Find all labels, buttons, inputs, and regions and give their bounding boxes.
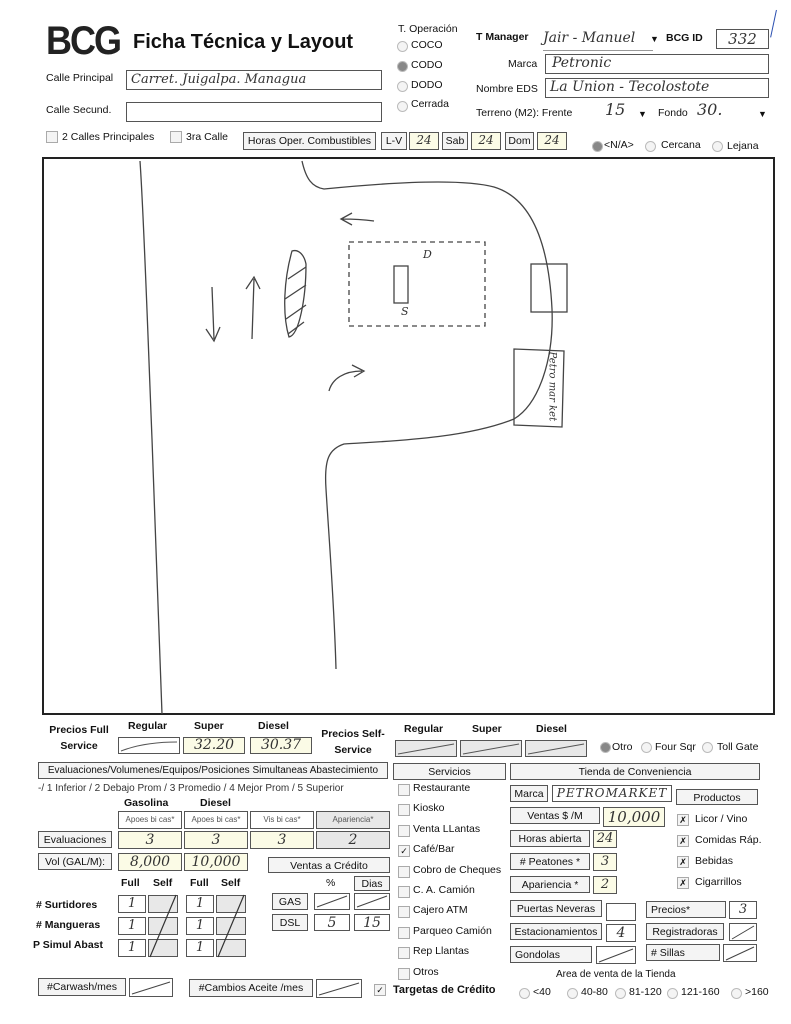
ventas-credito-label: Ventas a Crédito (268, 857, 390, 873)
sillas-field[interactable] (723, 944, 757, 962)
producto-checkbox[interactable]: ✗ (677, 877, 689, 889)
full-diesel-field[interactable]: 30.37 (250, 737, 312, 754)
servicio-checkbox[interactable] (398, 947, 410, 959)
diesel-header: Diesel (258, 720, 289, 732)
sab-field[interactable]: 24 (471, 132, 501, 150)
toll-gate-radio[interactable] (702, 742, 713, 753)
marca-field[interactable]: Petronic (545, 54, 769, 74)
super-header: Super (194, 720, 224, 732)
producto-label: Comidas Ráp. (695, 834, 762, 846)
terreno-label: Terreno (M2): Frente (476, 107, 573, 119)
dsl-dias-field[interactable]: 15 (354, 914, 390, 931)
eval-value-4[interactable]: 2 (316, 831, 390, 849)
road-edge (140, 161, 162, 714)
calle-secund-field[interactable] (126, 102, 382, 122)
arrow-curved (329, 365, 364, 391)
four-sqr-label: Four Sqr (655, 741, 696, 753)
eval-hint-1: Apoes bi cas* (118, 811, 182, 829)
operacion-option-codo: CODO (411, 59, 443, 71)
bcg-logo: BCG (46, 17, 120, 63)
self-super-field[interactable] (460, 740, 522, 757)
operacion-radio-cerrada[interactable] (397, 101, 408, 112)
canopy-outline (349, 242, 485, 326)
precios-tienda-field[interactable]: 3 (729, 901, 757, 919)
petromarket-sketch-label: Petro mar ket (546, 351, 558, 422)
dias-header: Dias (354, 876, 390, 891)
eval-value-1[interactable]: 3 (118, 831, 182, 849)
precios-tienda-label: Precios* (646, 901, 726, 918)
servicio-checkbox[interactable] (398, 968, 410, 980)
mangueras-full-dsl[interactable]: 1 (186, 917, 214, 935)
servicio-label: C. A. Camión (413, 884, 475, 896)
carwash-field[interactable] (129, 978, 173, 997)
area-option-label: 40-80 (581, 986, 608, 998)
full-header-dsl: Full (190, 877, 209, 889)
servicios-header: Servicios (393, 763, 506, 780)
pen-mark (770, 10, 780, 38)
tarjetas-checkbox[interactable]: ✓ (374, 984, 386, 996)
operacion-option-dodo: DODO (411, 79, 443, 91)
servicio-checkbox[interactable] (398, 866, 410, 878)
area-option-label: 81-120 (629, 986, 662, 998)
area-option-label: >160 (745, 986, 769, 998)
estacionamientos-field[interactable]: 4 (606, 924, 636, 942)
four-sqr-radio[interactable] (641, 742, 652, 753)
pump-island-hatched (285, 251, 306, 337)
toll-gate-label: Toll Gate (717, 741, 759, 753)
full-regular-field[interactable] (118, 737, 180, 754)
otro-radio[interactable] (600, 742, 611, 753)
producto-checkbox[interactable]: ✗ (677, 856, 689, 868)
building-right (531, 264, 567, 312)
servicio-label: Cobro de Cheques (413, 863, 502, 876)
producto-label: Bebidas (695, 855, 733, 867)
nombre-eds-field[interactable]: La Union - Tecolostote (545, 78, 769, 98)
puertas-neveras-label: Puertas Neveras (510, 900, 602, 917)
horas-abierta-field[interactable]: 24 (593, 830, 617, 848)
gasolina-header: Gasolina (124, 797, 169, 809)
arrow-left (341, 213, 374, 225)
area-option-radio[interactable] (731, 988, 742, 999)
servicio-checkbox[interactable] (398, 825, 410, 837)
fondo-field[interactable]: 30. (697, 100, 723, 119)
dispenser-island (394, 266, 408, 303)
dom-label: Dom (505, 132, 534, 150)
tienda-marca-field[interactable]: PETROMARKET (552, 785, 672, 802)
surtidores-full-gas[interactable]: 1 (118, 895, 146, 913)
eval-hint-2: Apoes bi cas* (184, 811, 248, 829)
horas-abierta-label: Horas abierta (510, 830, 590, 847)
servicio-checkbox[interactable] (398, 927, 410, 939)
proximity-radio-cercana[interactable] (645, 141, 656, 152)
chevron-down-icon[interactable]: ▼ (758, 109, 767, 119)
page-title: Ficha Técnica y Layout (133, 31, 354, 53)
tercera-calle-checkbox[interactable] (170, 131, 182, 143)
operacion-radio-codo[interactable] (397, 61, 408, 72)
vol-label: Vol (GAL/M): (38, 853, 112, 870)
frente-field[interactable]: 15 (605, 100, 626, 119)
peatones-field[interactable]: 3 (593, 853, 617, 871)
operacion-radio-coco[interactable] (397, 41, 408, 52)
evaluaciones-header: Evaluaciones/Volumenes/Equipos/Posiciones Simultaneas Abastecimiento (38, 762, 388, 779)
servicio-label: Venta LLantas (413, 822, 481, 835)
area-option-radio[interactable] (567, 988, 578, 999)
dos-calles-checkbox[interactable] (46, 131, 58, 143)
area-option-label: <40 (533, 986, 551, 998)
simul-label: P Simul Abast (33, 939, 104, 951)
producto-checkbox[interactable]: ✗ (677, 814, 689, 826)
self-header-gas: Self (153, 877, 173, 889)
productos-label: Productos (676, 789, 758, 805)
layout-sketch-area[interactable] (42, 157, 775, 715)
registradoras-field[interactable] (729, 923, 757, 941)
gondolas-label: Gondolas (510, 946, 592, 963)
full-super-field[interactable]: 32.20 (183, 737, 245, 754)
servicio-label: Café/Bar (413, 843, 455, 856)
producto-checkbox[interactable]: ✗ (677, 835, 689, 847)
precios-self-service-label: Precios Self-Service (321, 728, 385, 756)
eval-hint-4: Apariencia* (316, 811, 390, 829)
puertas-neveras-field[interactable] (606, 903, 636, 921)
self-regular-field[interactable] (395, 740, 457, 757)
producto-label: Cigarrillos (695, 876, 742, 888)
peatones-label: # Peatones * (510, 853, 590, 870)
ventas-label: Ventas $ /M (510, 807, 600, 824)
calle-secund-label: Calle Secund. (46, 104, 112, 116)
sketch-label-d: D (423, 248, 432, 261)
surtidores-full-dsl[interactable]: 1 (186, 895, 214, 913)
diesel-eval-header: Diesel (200, 797, 231, 809)
operacion-radio-dodo[interactable] (397, 81, 408, 92)
arrow-down (206, 287, 220, 341)
sillas-label: # Sillas (646, 944, 720, 961)
gas-label: GAS (272, 893, 308, 910)
eval-value-2[interactable]: 3 (184, 831, 248, 849)
servicio-checkbox[interactable] (398, 906, 410, 918)
self-diesel-field[interactable] (525, 740, 587, 757)
bcg-id-field[interactable]: 332 (716, 29, 769, 49)
lv-field[interactable]: 24 (409, 132, 439, 150)
regular-header: Regular (128, 720, 168, 732)
area-option-radio[interactable] (667, 988, 678, 999)
self-strike-lines (146, 893, 248, 961)
carwash-label: #Carwash/mes (38, 978, 126, 996)
servicio-label: Otros (413, 965, 439, 978)
proximity-radio-na[interactable] (592, 141, 603, 152)
servicio-label: Kiosko (413, 802, 445, 815)
apariencia-field[interactable]: 2 (593, 876, 617, 894)
operacion-option-coco: COCO (411, 39, 443, 51)
simul-full-dsl[interactable]: 1 (186, 939, 214, 957)
calle-principal-field[interactable]: Carret. Juigalpa. Managua (126, 70, 382, 90)
surtidores-label: # Surtidores (36, 899, 98, 911)
proximity-radio-lejana[interactable] (712, 141, 723, 152)
lot-boundary (302, 161, 552, 669)
lv-label: L-V (381, 132, 407, 150)
otro-label: Otro (612, 741, 633, 753)
area-venta-label: Area de venta de la Tienda (556, 969, 676, 980)
servicio-checkbox[interactable] (398, 804, 410, 816)
dsl-pct-field[interactable]: 5 (314, 914, 350, 931)
operacion-label: T. Operación (398, 23, 458, 35)
servicio-label: Restaurante (413, 782, 471, 794)
precios-full-service-label: Precios Full Service (49, 724, 109, 752)
arrow-up (246, 277, 260, 339)
chevron-down-icon[interactable]: ▼ (638, 109, 647, 119)
fondo-label: Fondo (658, 107, 688, 119)
dos-calles-label: 2 Calles Principales (62, 131, 155, 143)
ventas-field[interactable]: 10,000 (603, 807, 665, 827)
servicio-label: Cajero ATM (413, 904, 468, 917)
nombre-eds-label: Nombre EDS (476, 83, 538, 95)
mangueras-full-gas[interactable]: 1 (118, 917, 146, 935)
bcg-id-label: BCG ID (666, 32, 703, 44)
self-diesel-header: Diesel (536, 723, 567, 735)
gondolas-field[interactable] (596, 946, 636, 964)
tercera-calle-label: 3ra Calle (186, 131, 229, 143)
t-manager-label: T Manager (476, 31, 529, 43)
self-super-header: Super (472, 723, 502, 735)
tienda-header: Tienda de Conveniencia (510, 763, 760, 780)
evaluaciones-label: Evaluaciones (38, 831, 112, 848)
evaluaciones-scale: -/ 1 Inferior / 2 Debajo Prom / 3 Promedio / 4 Mejor Prom / 5 Superior (38, 783, 344, 794)
servicio-checkbox[interactable]: ✓ (398, 845, 410, 857)
tienda-marca-label: Marca (510, 785, 548, 802)
eval-hint-3: Vis bi cas* (250, 811, 314, 829)
estacionamientos-label: Estacionamientos (510, 923, 602, 940)
apariencia-label: Apariencia * (510, 876, 590, 893)
gas-dias-field[interactable] (354, 893, 390, 910)
vol-gasolina-field[interactable]: 8,000 (118, 853, 182, 871)
area-option-radio[interactable] (519, 988, 530, 999)
servicio-label: Rep Llantas (413, 945, 470, 958)
registradoras-label: Registradoras (646, 923, 724, 940)
cambios-aceite-label: #Cambios Aceite /mes (189, 979, 313, 997)
calle-principal-label: Calle Principal (46, 72, 114, 84)
dom-field[interactable]: 24 (537, 132, 567, 150)
servicio-checkbox[interactable] (398, 886, 410, 898)
sab-label: Sab (442, 132, 468, 150)
self-header-dsl: Self (221, 877, 241, 889)
proximity-option-lejana: Lejana (727, 140, 759, 152)
producto-label: Licor / Vino (695, 813, 748, 825)
simul-full-gas[interactable]: 1 (118, 939, 146, 957)
dsl-label: DSL (272, 914, 308, 931)
area-option-radio[interactable] (615, 988, 626, 999)
chevron-down-icon[interactable]: ▼ (650, 34, 659, 44)
proximity-option-cercana: Cercana (661, 139, 701, 151)
tarjetas-label: Targetas de Crédito (393, 984, 496, 996)
proximity-option-na: <N/A> (604, 139, 634, 151)
layout-sketch (44, 159, 777, 717)
operacion-option-cerrada: Cerrada (411, 98, 449, 110)
servicio-label: Parqueo Camión (413, 924, 492, 937)
area-option-label: 121-160 (681, 986, 720, 998)
self-regular-header: Regular (404, 723, 444, 735)
eval-value-3[interactable]: 3 (250, 831, 314, 849)
mangueras-label: # Mangueras (36, 919, 101, 931)
gas-pct-field[interactable] (314, 893, 350, 910)
pct-header: % (326, 877, 336, 889)
t-manager-field[interactable]: Jair - Manuel (543, 30, 653, 51)
cambios-aceite-field[interactable] (316, 979, 362, 998)
marca-label: Marca (508, 58, 538, 70)
vol-diesel-field[interactable]: 10,000 (184, 853, 248, 871)
horas-oper-button[interactable]: Horas Oper. Combustibles (243, 132, 376, 150)
sketch-label-s: S (401, 305, 409, 318)
full-header-gas: Full (121, 877, 140, 889)
servicio-checkbox[interactable] (398, 784, 410, 796)
